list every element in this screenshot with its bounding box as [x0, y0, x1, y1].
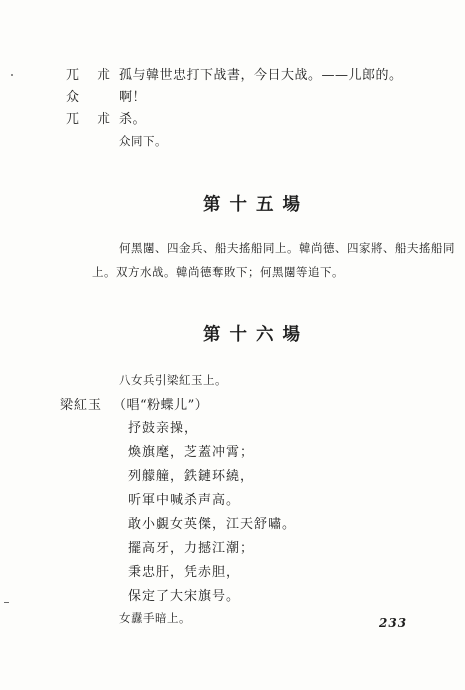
- dialogue-line-2: 啊！: [119, 90, 147, 105]
- speaker-wuzhu-2: 兀 朮: [66, 112, 118, 127]
- scan-mark: [4, 602, 9, 603]
- stage-direction-exit: 众同下。: [119, 134, 167, 148]
- dialogue-line-1: 孤与韓世忠打下战書，今日大战。——儿郎的。: [119, 68, 403, 83]
- song-line: 秉忠肝，凭赤胆，: [128, 565, 241, 580]
- speaker-liang-hongyu: 梁紅玉: [60, 398, 103, 413]
- scene-16-direction: 八女兵引梁紅玉上。: [119, 373, 227, 387]
- scene-15-direction-line-1: 何黑闥、四金兵、船夫搖船同上。韓尚德、四家將、船夫搖船同: [119, 241, 455, 255]
- song-line: 敢小覷女英傑，江天舒嘯。: [128, 517, 297, 532]
- scene-15-title: 第十五場: [203, 195, 309, 215]
- closing-stage-direction: 女纛手暗上。: [119, 611, 191, 625]
- song-line: 擺高牙，力撼江潮；: [128, 541, 255, 556]
- tune-name: （唱“粉蝶儿”）: [113, 398, 209, 413]
- song-line: 听軍中喊杀声高。: [128, 493, 241, 508]
- scene-15-direction-line-2: 上。双方水战。韓尚德奪敗下；何黑闥等追下。: [92, 265, 344, 279]
- speaker-chorus: 众: [66, 90, 87, 105]
- song-line: 煥旗麾，芝蓋冲霄；: [128, 445, 255, 460]
- song-line: 抒鼓亲操，: [128, 421, 199, 436]
- scan-mark: [11, 74, 13, 76]
- scene-16-title: 第十六場: [203, 325, 309, 345]
- song-line: 列艨艟，鉄鏈环繞，: [128, 469, 255, 484]
- page-number: 233: [379, 616, 408, 630]
- song-line: 保定了大宋旗号。: [128, 589, 241, 604]
- dialogue-line-3: 杀。: [119, 112, 147, 127]
- speaker-wuzhu-1: 兀 朮: [66, 68, 118, 83]
